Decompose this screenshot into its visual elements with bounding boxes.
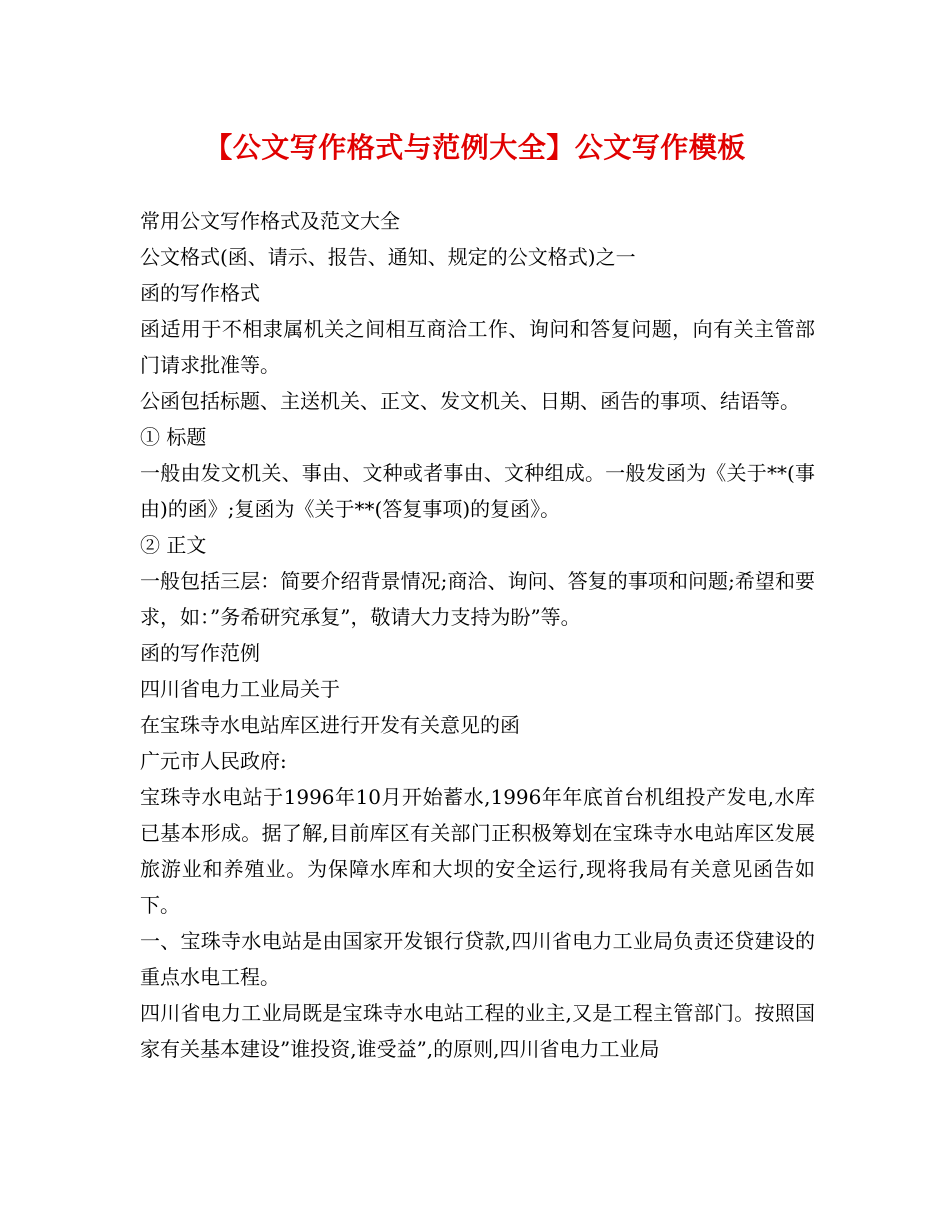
paragraph-example-owner: 四川省电力工业局既是宝珠寺水电站工程的业主,又是工程主管部门。按照国家有关基本建设”谁投资,谁受益”,的原则,四川省电力工业局 bbox=[140, 1001, 815, 1061]
paragraph-example-point-one: 一、宝珠寺水电站是由国家开发银行贷款,四川省电力工业局负责还贷建设的重点水电工程。 bbox=[140, 929, 815, 989]
paragraph-example-subject: 在宝珠寺水电站库区进行开发有关意见的函 bbox=[140, 713, 520, 737]
paragraph-example-recipient: 广元市人民政府: bbox=[140, 749, 287, 773]
paragraph-letter-usage: 函适用于不相隶属机关之间相互商洽工作、询问和答复问题，向有关主管部门请求批准等。 bbox=[140, 317, 815, 377]
paragraph-format-types: 公文格式(函、请示、报告、通知、规定的公文格式)之一 bbox=[140, 245, 636, 269]
paragraph-title-description: 一般由发文机关、事由、文种或者事由、文种组成。一般发函为《关于**(事由)的函》;复函为《关于**(答复事项)的复函》。 bbox=[140, 461, 815, 521]
document-body bbox=[140, 203, 815, 1067]
page-title: 【公文写作格式与范例大全】公文写作模板 bbox=[204, 131, 746, 164]
paragraph-letter-components: 公函包括标题、主送机关、正文、发文机关、日期、函告的事项、结语等。 bbox=[140, 389, 800, 413]
paragraph-item-body: ② 正文 bbox=[140, 533, 207, 557]
paragraph-example-background: 宝珠寺水电站于1996年10月开始蓄水,1996年年底首台机组投产发电,水库已基本形成。据了解,目前库区有关部门正积极筹划在宝珠寺水电站库区发展旅游业和养殖业。为保障水库和大坝的安全运行,现将我局有关意见函告如下。 bbox=[140, 785, 815, 917]
paragraph-body-description: 一般包括三层：简要介绍背景情况;商洽、询问、答复的事项和问题;希望和要求，如：”务希研究承复”，敬请大力支持为盼”等。 bbox=[140, 569, 815, 629]
paragraph-letter-format-heading: 函的写作格式 bbox=[140, 281, 260, 305]
paragraph-heading-common-formats: 常用公文写作格式及范文大全 bbox=[140, 209, 400, 233]
paragraph-example-issuer: 四川省电力工业局关于 bbox=[140, 677, 340, 701]
paragraph-example-heading: 函的写作范例 bbox=[140, 641, 260, 665]
paragraph-item-title: ① 标题 bbox=[140, 425, 207, 449]
